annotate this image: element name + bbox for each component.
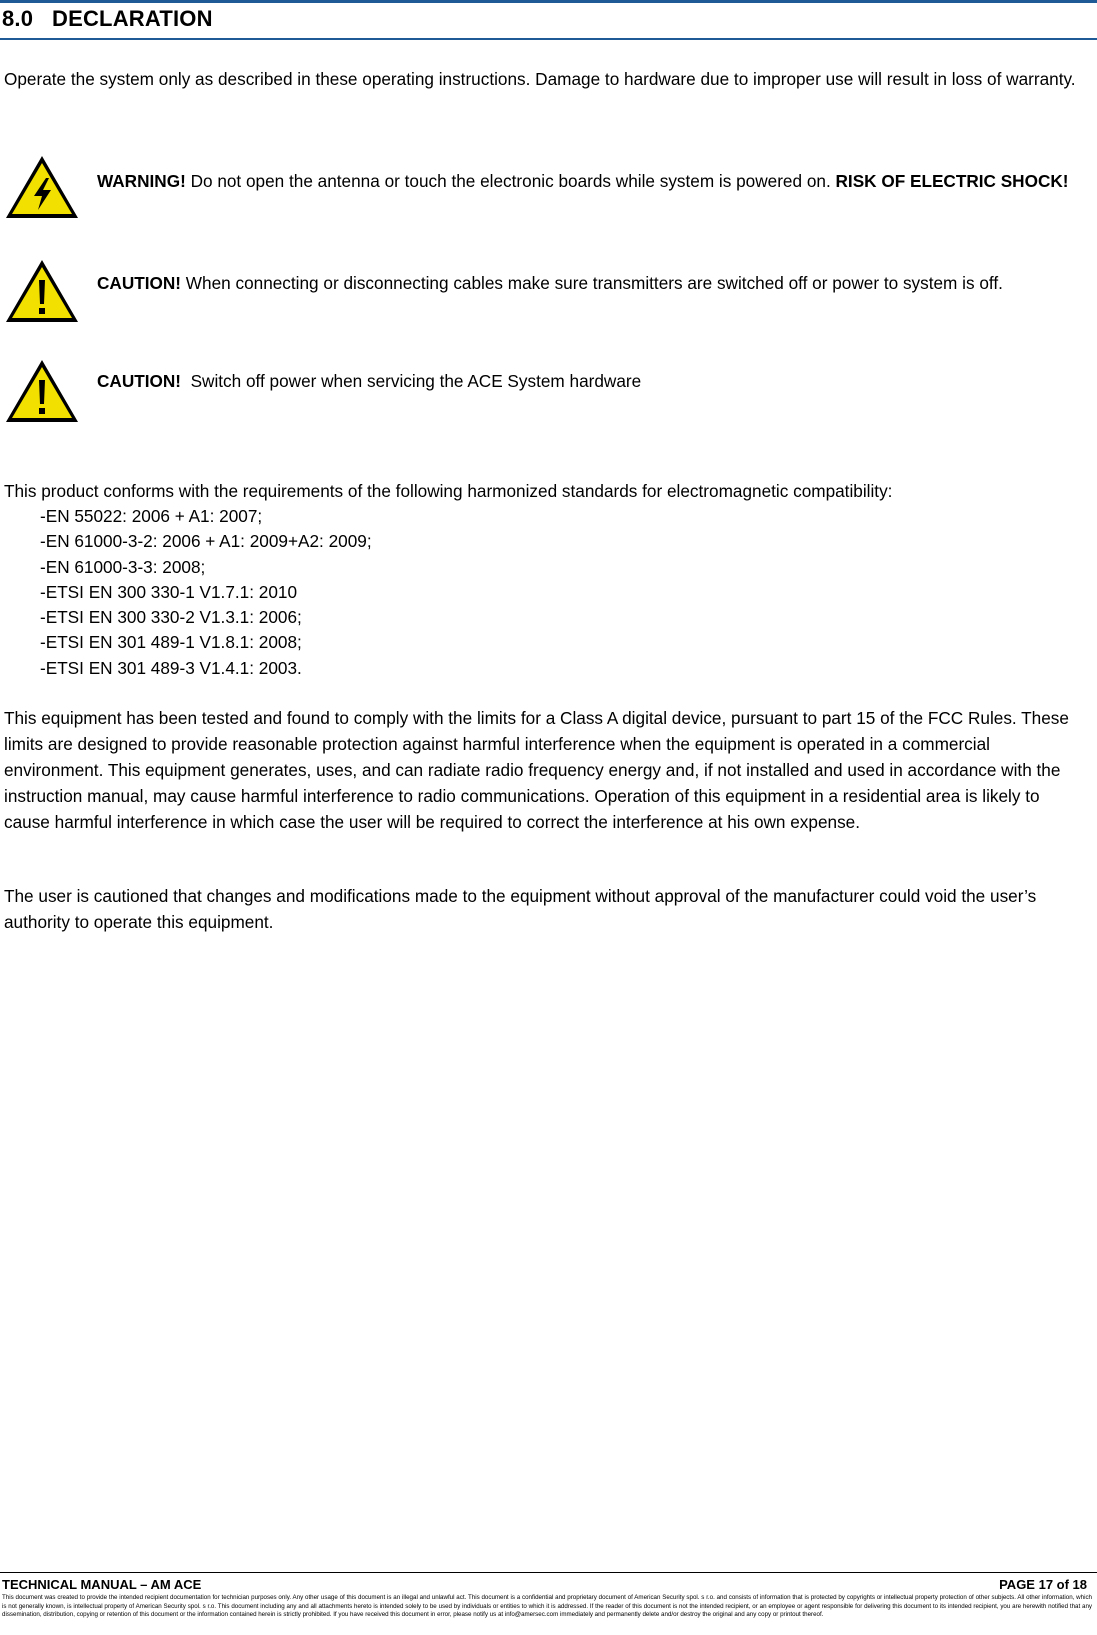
intro-paragraph: Operate the system only as described in these operating instructions. Damage to hardware due to improper use will result in loss of warranty. <box>4 69 1076 89</box>
caution-text-cables <box>97 270 1087 296</box>
warning-notice <box>4 154 1094 220</box>
electric-shock-warning-icon <box>4 154 80 220</box>
caution-label: CAUTION! <box>97 371 182 391</box>
footer-rule <box>0 1572 1097 1573</box>
footer-doc-title: TECHNICAL MANUAL – AM ACE <box>2 1577 202 1592</box>
user-caution-paragraph: The user is cautioned that changes and modifications made to the equipment without approval of the manufacturer could void the user’s authority to operate this equipment. <box>4 886 1037 932</box>
warning-body: Do not open the antenna or touch the electronic boards while system is powered on. <box>185 171 836 191</box>
caution-body: Switch off power when servicing the ACE System hardware <box>181 371 642 391</box>
warning-text <box>97 168 1087 194</box>
warning-emphasis: RISK OF ELECTRIC SHOCK! <box>835 171 1069 191</box>
list-item: -ETSI EN 300 330-1 V1.7.1: 2010 <box>40 581 298 602</box>
standards-intro: This product conforms with the requirements of the following harmonized standards for electromagnetic compatibility: <box>4 481 893 501</box>
caution-notice-cables <box>4 258 1094 324</box>
list-item: -EN 61000-3-2: 2006 + A1: 2009+A2: 2009; <box>40 531 372 552</box>
caution-notice-servicing <box>4 358 1094 424</box>
list-item: -ETSI EN 301 489-1 V1.8.1: 2008; <box>40 632 302 653</box>
list-item: -ETSI EN 301 489-3 V1.4.1: 2003. <box>40 657 302 678</box>
list-item: -EN 61000-3-3: 2008; <box>40 556 206 577</box>
header-rule-bottom <box>0 38 1097 40</box>
caution-text-servicing <box>97 368 1087 394</box>
caution-exclamation-icon <box>4 358 80 424</box>
caution-label: CAUTION! <box>97 273 182 293</box>
header-rule-top <box>0 0 1097 3</box>
caution-exclamation-icon <box>4 258 80 324</box>
section-heading: DECLARATION <box>52 6 213 31</box>
standards-list <box>40 504 372 681</box>
fcc-statement: This equipment has been tested and found to comply with the limits for a Class A digital device, pursuant to part 15 of the FCC Rules. These limits are designed to provide reasonable protection against harmful interference when the equipment is operated in a commercial environment. This equipment generates, uses, and can radiate radio frequency energy and, if not installed and used in accordance with the instruction manual, may cause harmful interference to radio communications. Operation of this equipment in a residential area is likely to cause harmful interference in which case the user will be required to correct the interference at his own expense. <box>4 708 1069 832</box>
footer-page-number: PAGE 17 of 18 <box>999 1577 1087 1592</box>
footer-legal-notice: This document was created to provide the intended recipient documentation for technician purposes only. Any other usage of this document is an illegal and unlawful act. This document is a confidential and proprietary document of American Security spol. s r.o. and consists of information that is protected by copyrights or intellectual property protection of other subjects. All other information, which is not generally known, is intellectual property of American Security spol. s r.o. This document including any and all attachments hereto is intended solely to be used by individuals or entities to which it is addressed. If the reader of this document is not the intended recipient, or an employee or agent responsible for delivering this document to its intended recipient, you are herewith notified that any dissemination, distribution, copying or retention of this document or the information contained herein is strictly prohibited. If you have received this document in error, please notify us at info@amersec.com immediately and permanently delete and/or destroy the original and any copy or printout thereof. <box>2 1594 1092 1619</box>
caution-body: When connecting or disconnecting cables make sure transmitters are switched off or power to system is off. <box>181 273 1003 293</box>
warning-label: WARNING! <box>97 171 186 191</box>
section-title <box>2 6 213 32</box>
list-item: -ETSI EN 300 330-2 V1.3.1: 2006; <box>40 607 302 628</box>
list-item: -EN 55022: 2006 + A1: 2007; <box>40 506 263 526</box>
section-number: 8.0 <box>2 6 34 31</box>
